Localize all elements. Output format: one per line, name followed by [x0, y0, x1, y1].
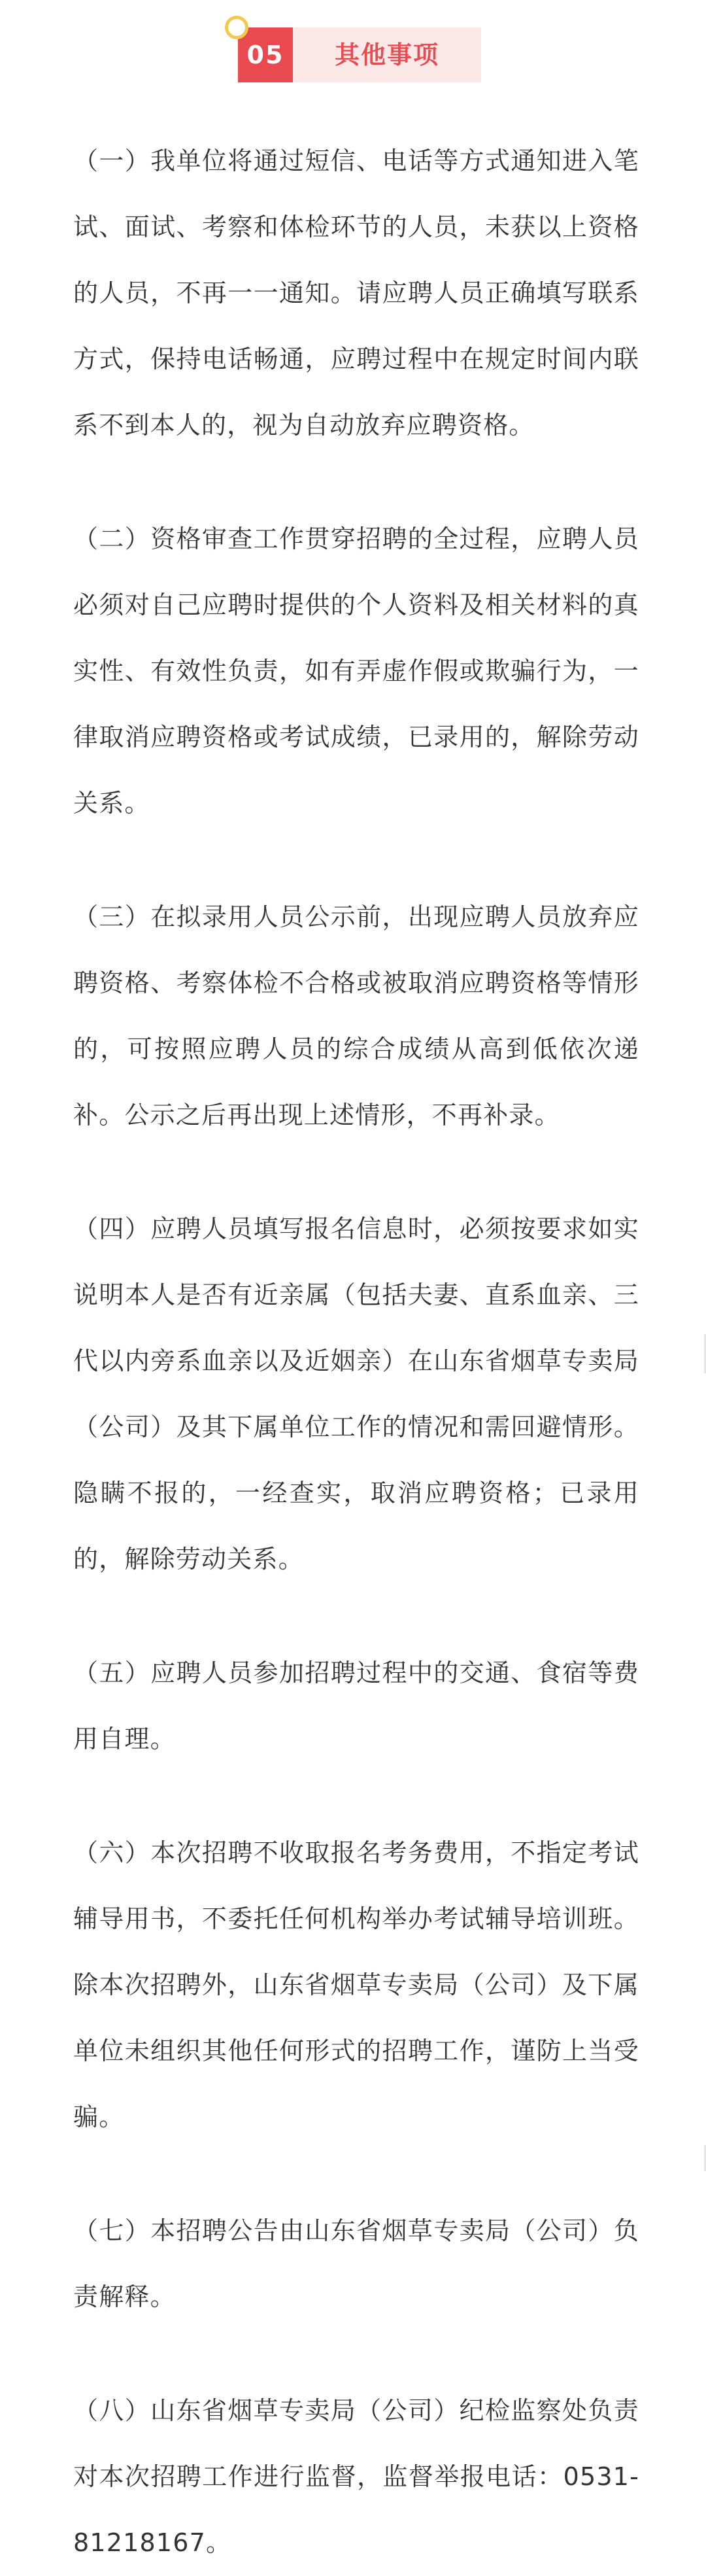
paragraph-5: （五）应聘人员参加招聘过程中的交通、食宿等费用自理。 [73, 1658, 639, 1753]
section-number-badge: 05 [238, 27, 293, 82]
ring-decoration-icon [225, 16, 248, 39]
section-header [235, 16, 481, 78]
paragraph-6: （六）本次招聘不收取报名考务费用，不指定考试辅导用书，不委托任何机构举办考试辅导培训班。除本次招聘外，山东省烟草专卖局（公司）及下属单位未组织其他任何形式的招聘工作，谨防上当受骗。 [73, 1838, 639, 2131]
notice-content [73, 128, 639, 2576]
paragraph-1: （一）我单位将通过短信、电话等方式通知进入笔试、面试、考察和体检环节的人员，未获以上资格的人员，不再一一通知。请应聘人员正确填写联系方式，保持电话畅通，应聘过程中在规定时间内联系不到本人的，视为自动放弃应聘资格。 [73, 146, 639, 439]
paragraph-8: （八）山东省烟草专卖局（公司）纪检监察处负责对本次招聘工作进行监督，监督举报电话：0531-81218167。 [73, 2396, 639, 2557]
paragraph-2: （二）资格审查工作贯穿招聘的全过程，应聘人员必须对自己应聘时提供的个人资料及相关材料的真实性、有效性负责，如有弄虚作假或欺骗行为，一律取消应聘资格或考试成绩，已录用的，解除劳动关系。 [73, 524, 639, 817]
paragraph-4: （四）应聘人员填写报名信息时，必须按要求如实说明本人是否有近亲属（包括夫妻、直系血亲、三代以内旁系血亲以及近姻亲）在山东省烟草专卖局（公司）及其下属单位工作的情况和需回避情形。隐瞒不报的，一经查实，取消应聘资格；已录用的，解除劳动关系。 [73, 1214, 639, 1573]
paragraph-3: （三）在拟录用人员公示前，出现应聘人员放弃应聘资格、考察体检不合格或被取消应聘资格等情形的，可按照应聘人员的综合成绩从高到低依次递补。公示之后再出现上述情形，不再补录。 [73, 902, 639, 1129]
paragraph-7: （七）本招聘公告由山东省烟草专卖局（公司）负责解释。 [73, 2216, 639, 2311]
section-title: 其他事项 [293, 27, 481, 82]
